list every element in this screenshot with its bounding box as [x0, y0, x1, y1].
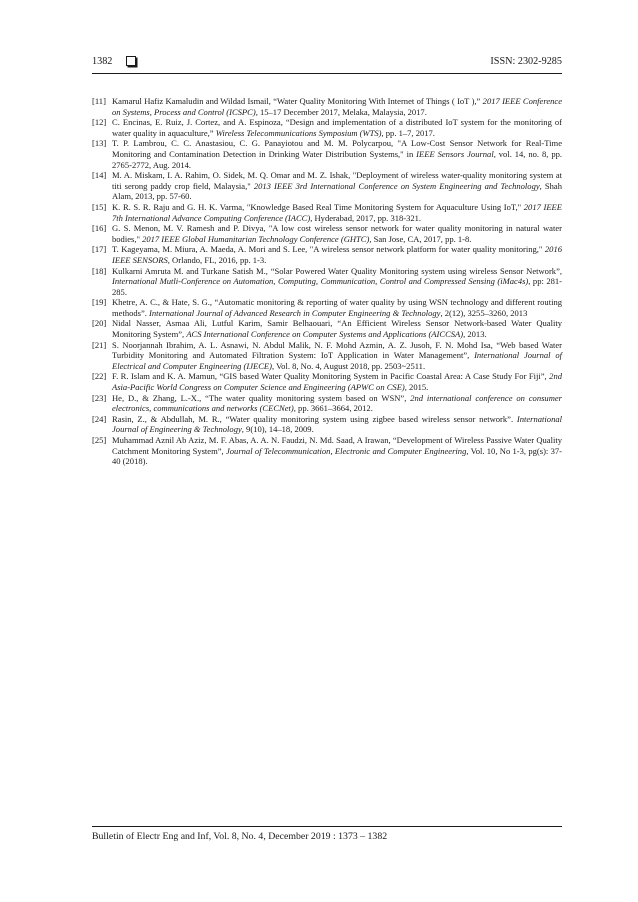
- reference-venue: International Journal of Advanced Research in Computer Engineering & Technology: [149, 307, 441, 318]
- reference-venue: ACS International Conference on Computer Systems and Applications (AICCSA): [186, 329, 464, 340]
- reference-details: , 9(10), 14–18, 2009.: [241, 424, 314, 435]
- reference-venue: 2017 IEEE Conference on Systems, Process and Control (ICSPC): [112, 96, 562, 117]
- reference-item: [92, 117, 562, 138]
- reference-authors-title: K. R. S. R. Raju and G. H. K. Varma, "Knowledge Based Real Time Monitoring System for Aquaculture Using IoT,": [112, 201, 524, 212]
- reference-authors-title: Khetre, A. C., & Hate, S. G., “Automatic monitoring & reporting of water quality by using WSN technology and different routing methods”.: [112, 297, 562, 318]
- header-rule: [92, 73, 562, 74]
- reference-authors-title: G. S. Menon, M. V. Ramesh and P. Divya, "A low cost wireless sensor network for water quality monitoring in natural water bodies,": [112, 223, 562, 244]
- reference-authors-title: C. Encinas, E. Ruiz, J. Cortez, and A. Espinoza, “Design and implementation of a distributed IoT system for the monitoring of water quality in aquaculture,”: [112, 117, 562, 138]
- reference-venue: 2017 IEEE Global Humanitarian Technology Conference (GHTC): [142, 233, 370, 244]
- reference-item: [92, 435, 562, 467]
- page-footer: [92, 826, 562, 842]
- reference-authors-title: S. Noorjannah Ibrahim, A. L. Asnawi, N. Abdul Malik, N. F. Mohd Azmin, A. Z. Jusoh, F. N. Mohd Isa, “Web based Water Turbidity Monitoring and Automated Filtration System: IoT Application in Water Management”,: [112, 339, 562, 361]
- reference-item: [92, 414, 562, 435]
- footer-rule: [92, 826, 562, 827]
- reference-venue: 2017 IEEE 7th International Advance Computing Conference (IACC): [112, 201, 562, 223]
- square-bullet-icon: [126, 56, 136, 66]
- reference-number: [14]: [92, 170, 107, 181]
- reference-item: [92, 96, 562, 117]
- reference-item: [92, 170, 562, 202]
- reference-details: , Hyderabad, 2017, pp. 318-321.: [310, 212, 422, 223]
- reference-item: [92, 138, 562, 170]
- reference-venue: 2nd Asia-Pacific World Congress on Computer Science and Engineering (APWC on CSE): [112, 371, 562, 393]
- reference-authors-title: F. R. Islam and K. A. Mamun, “GIS based Water Quality Monitoring System in Pacific Coastal Area: A Case Study For Fiji”,: [112, 371, 550, 382]
- reference-authors-title: M. A. Miskam, I. A. Rahim, O. Sidek, M. Q. Omar and M. Z. Ishak, "Deployment of wireless water-quality monitoring system at titi serong paddy crop field, Malaysia,": [112, 170, 562, 191]
- reference-authors-title: Muhammad Aznil Ab Aziz, M. F. Abas, A. A. N. Faudzi, N. Md. Saad, A Irawan, “Development of Wireless Passive Water Quality Catchment Monitoring System”,: [112, 435, 562, 456]
- reference-number: [15]: [92, 201, 107, 212]
- reference-venue: Journal of Telecommunication, Electronic and Computer Engineering: [225, 445, 467, 456]
- reference-authors-title: T. Kageyama, M. Miura, A. Maeda, A. Mori and S. Lee, "A wireless sensor network platform for water quality monitoring,": [112, 244, 545, 255]
- reference-details: , 15–17 December 2017, Melaka, Malaysia, 2017.: [255, 106, 427, 117]
- issn-label: ISSN: 2302-9285: [490, 56, 562, 67]
- reference-details: , Shah Alam, 2013, pp. 57-60.: [112, 180, 563, 202]
- reference-venue: Wireless Telecommunications Symposium (WTS): [215, 127, 382, 138]
- reference-details: , Vol. 8, No. 4, August 2018, pp. 2503~2511.: [271, 360, 426, 371]
- reference-details: , pp. 3661–3664, 2012.: [293, 403, 373, 414]
- reference-list: [92, 96, 562, 467]
- reference-item: [92, 244, 562, 265]
- reference-details: , vol. 14, no. 8, pp. 2765-2772, Aug. 2014.: [112, 148, 562, 170]
- reference-number: [25]: [92, 435, 107, 445]
- reference-number: [18]: [92, 265, 107, 276]
- reference-item: [92, 371, 562, 392]
- reference-number: [12]: [92, 117, 107, 128]
- reference-details: , pp: 281-285.: [112, 276, 562, 297]
- reference-venue: International Journal of Engineering & Technology: [112, 413, 562, 435]
- reference-authors-title: T. P. Lambrou, C. C. Anastasiou, C. G. Panayiotou and M. M. Polycarpou, "A Low-Cost Sensor Network for Real-Time Monitoring and Contamination Detection in Drinking Water Distribution Systems," in: [112, 138, 562, 159]
- reference-details: , 2015.: [404, 382, 429, 393]
- reference-item: [92, 202, 562, 223]
- reference-venue: 2013 IEEE 3rd International Conference on System Engineering and Technology: [253, 180, 540, 191]
- reference-details: , Vol. 10, No 1-3, pg(s): 37-40 (2018).: [112, 445, 562, 467]
- reference-details: , 2(12), 3255–3260, 2013: [440, 307, 528, 318]
- reference-details: , Orlando, FL, 2016, pp. 1-3.: [167, 254, 267, 265]
- reference-number: [23]: [92, 392, 107, 403]
- reference-authors-title: Nidal Nasser, Asmaa Ali, Lutful Karim, Samir Belhaouari, “An Efficient Wireless Sensor Network-based Water Quality Monitoring System”,: [112, 318, 562, 340]
- reference-number: [16]: [92, 223, 107, 234]
- reference-authors-title: Rasin, Z., & Abdullah, M. R., “Water quality monitoring system using zigbee based wireless sensor network”.: [112, 413, 517, 424]
- reference-venue: IEEE Sensors Journal: [416, 148, 494, 159]
- page-header: [92, 52, 562, 76]
- reference-item: [92, 266, 562, 298]
- reference-authors-title: Kulkarni Amruta M. and Turkane Satish M., “Solar Powered Water Quality Monitoring system using wireless Sensor Network”,: [112, 265, 562, 276]
- reference-venue: 2nd international conference on consumer electronics, communications and networks (CECNet): [112, 392, 562, 414]
- reference-number: [13]: [92, 138, 107, 149]
- reference-number: [21]: [92, 339, 107, 350]
- reference-details: , San Jose, CA, 2017, pp. 1-8.: [369, 233, 472, 244]
- reference-number: [11]: [92, 96, 106, 106]
- reference-details: , 2013.: [463, 329, 487, 340]
- reference-details: , pp. 1–7, 2017.: [381, 127, 435, 138]
- reference-number: [20]: [92, 318, 107, 329]
- reference-item: [92, 223, 562, 244]
- reference-venue: 2016 IEEE SENSORS: [112, 244, 562, 265]
- reference-item: [92, 297, 562, 318]
- reference-venue: International Mutli-Conference on Automation, Computing, Communication, Control and Compressed Sensing (iMac4s): [112, 276, 529, 287]
- reference-item: [92, 393, 562, 414]
- reference-venue: International Journal of Electrical and Computer Engineering (IJECE): [112, 350, 562, 371]
- reference-number: [17]: [92, 244, 107, 255]
- reference-number: [24]: [92, 413, 107, 424]
- reference-number: [22]: [92, 371, 107, 382]
- page-number: 1382: [92, 56, 113, 67]
- reference-item: [92, 318, 562, 339]
- reference-item: [92, 340, 562, 372]
- reference-authors-title: He, D., & Zhang, L.-X., “The water quality monitoring system based on WSN”,: [112, 392, 411, 403]
- footer-citation: Bulletin of Electr Eng and Inf, Vol. 8, No. 4, December 2019 : 1373 – 1382: [92, 831, 388, 842]
- reference-number: [19]: [92, 297, 107, 308]
- reference-authors-title: Kamarul Hafiz Kamaludin and Wildad Ismail, “Water Quality Monitoring With Internet of Things ( IoT ),”: [112, 96, 483, 106]
